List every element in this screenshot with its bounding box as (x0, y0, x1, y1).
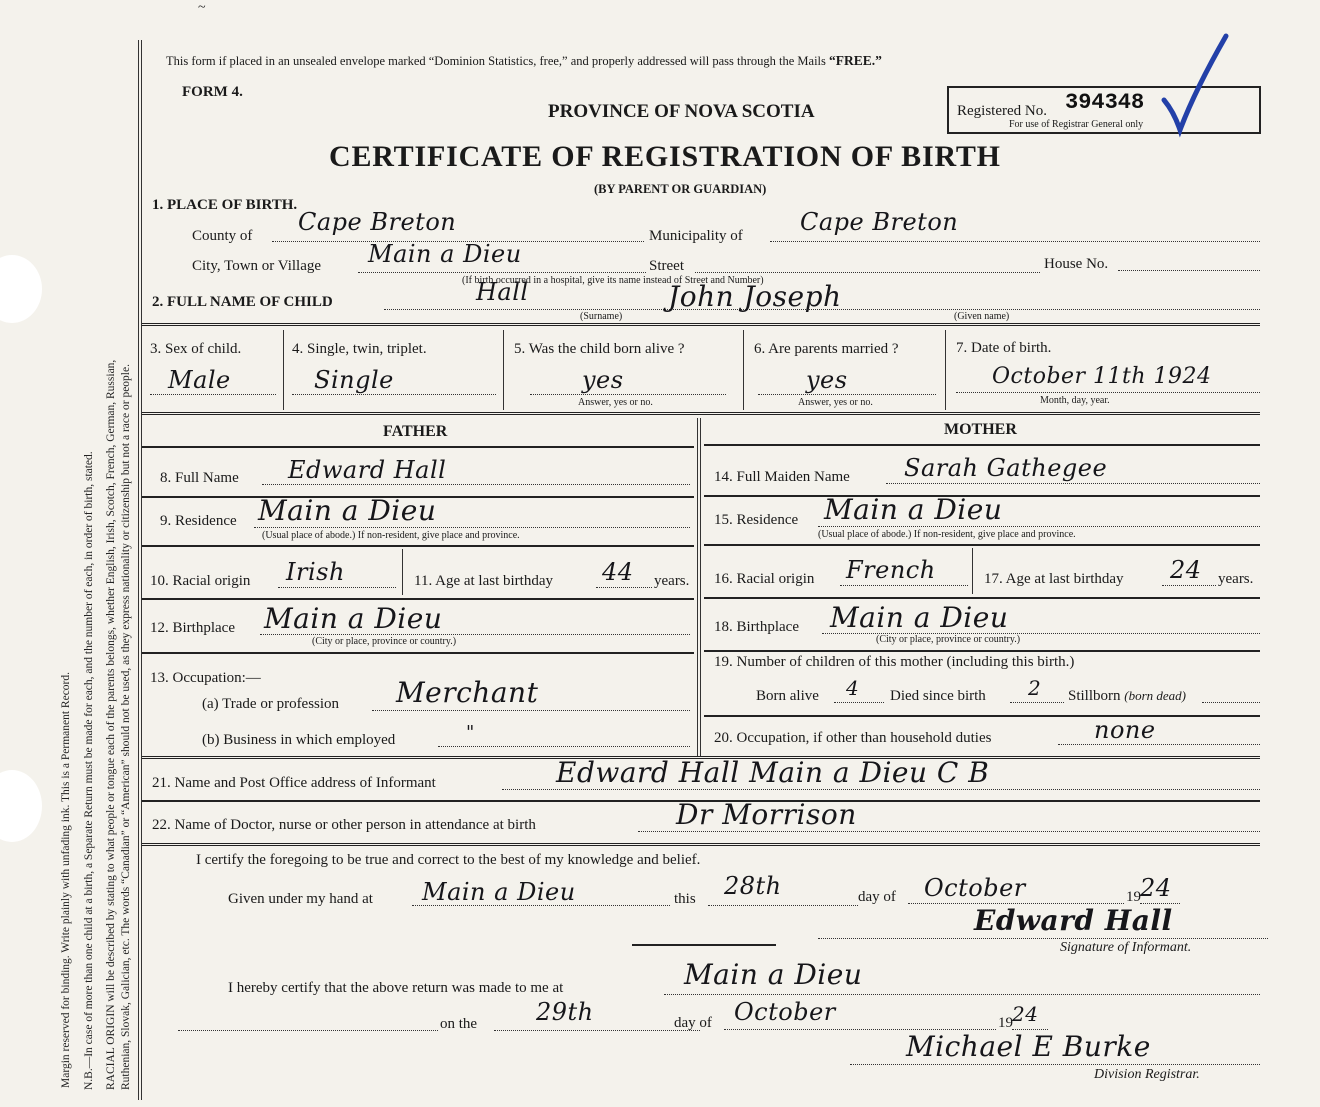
registrar-on-the-label: on the (440, 1016, 478, 1032)
mother-age: 24 (1170, 556, 1202, 584)
mother-racial-line (840, 585, 968, 586)
mother-racial-label: 16. Racial origin (714, 571, 815, 587)
cert-year: 24 (1140, 874, 1172, 902)
registrar-signature-line (850, 1064, 1260, 1065)
this-label: this (674, 891, 696, 907)
registered-number: 394348 (1065, 90, 1145, 115)
married-line (758, 394, 936, 395)
punch-hole-top (0, 255, 42, 323)
stillborn-note: (born dead) (1124, 688, 1187, 703)
mail-notice-text: This form if placed in an unsealed envelope marked “Dominion Statistics, free,” and properly addressed will pass through the Mails (166, 54, 826, 68)
mother-racial-age-divider (972, 548, 973, 594)
top-mark: ~ (198, 0, 206, 15)
stillborn-text: Stillborn (1068, 688, 1121, 704)
registrar-day-line (494, 1030, 700, 1031)
certificate-title: CERTIFICATE OF REGISTRATION OF BIRTH (329, 140, 1001, 173)
city-label: City, Town or Village (192, 258, 322, 274)
child-name-label: 2. FULL NAME OF CHILD (152, 294, 333, 310)
parents-center-divider (697, 418, 701, 756)
born-alive-question: 5. Was the child born alive ? (514, 341, 685, 357)
informant-certification-statement: I certify the foregoing to be true and correct to the best of my knowledge and belief. (196, 852, 701, 868)
father-birthplace: Main a Dieu (264, 602, 443, 635)
father-age-label: 11. Age at last birthday (414, 573, 553, 589)
given-under-hand-label: Given under my hand at (228, 891, 373, 907)
county-value: Cape Breton (298, 208, 457, 236)
father-racial-age-divider (402, 549, 403, 595)
house-number-label: House No. (1044, 256, 1109, 272)
mother-sep-1 (704, 444, 1260, 446)
mother-heading: MOTHER (944, 421, 1017, 438)
date-of-birth-line (956, 392, 1260, 393)
registrar-signature: Michael E Burke (906, 1030, 1151, 1063)
trade-line (372, 710, 690, 711)
informant-signature-line (818, 938, 1268, 939)
informant-signature: Edward Hall (974, 904, 1173, 937)
mother-birthplace: Main a Dieu (830, 601, 1009, 634)
col-divider-3 (743, 330, 744, 410)
mother-residence-line (818, 526, 1260, 527)
born-alive-caption: Answer, yes or no. (578, 397, 653, 408)
municipality-label: Municipality of (649, 228, 743, 244)
mother-residence-caption: (Usual place of abode.) If non-resident, give place and province. (818, 529, 1076, 540)
mother-age-label: 17. Age at last birthday (984, 571, 1124, 587)
cert-day-line (708, 905, 858, 906)
street-line (695, 272, 1040, 273)
mother-occupation: none (1094, 716, 1156, 744)
given-place: Main a Dieu (422, 878, 576, 906)
registrar-month: October (734, 998, 836, 1026)
father-name-label: 8. Full Name (160, 470, 239, 486)
city-line (358, 272, 646, 273)
business-label: (b) Business in which employed (202, 732, 396, 748)
date-of-birth-label: 7. Date of birth. (956, 340, 1052, 356)
mother-birthplace-label: 18. Birthplace (714, 619, 799, 635)
born-alive-count: 4 (846, 676, 860, 700)
mother-residence-label: 15. Residence (714, 512, 799, 528)
business-line (438, 746, 690, 747)
informant-label: 21. Name and Post Office address of Informant (152, 775, 436, 791)
married-caption: Answer, yes or no. (798, 397, 873, 408)
registrar-general-note: For use of Registrar General only (1009, 119, 1144, 130)
county-label: County of (192, 228, 253, 244)
mother-sep-5 (704, 650, 1260, 652)
mother-age-line (1162, 585, 1216, 586)
house-number-line (1118, 270, 1260, 271)
cert-day: 28th (724, 872, 782, 900)
municipality-value: Cape Breton (800, 208, 959, 236)
margin-note-racial-origin: RACIAL ORIGIN will be described by stating to what people or tongue each of the parents belongs, whether English, Irish, Scotch, French, German, Russian, (105, 359, 117, 1090)
informant-signature-caption: Signature of Informant. (1060, 940, 1192, 955)
doctor-label: 22. Name of Doctor, nurse or other person in attendance at birth (152, 817, 536, 833)
form-left-border (138, 40, 142, 1100)
registrar-year-prefix: 19 (998, 1015, 1013, 1031)
born-alive-answer: yes (582, 366, 624, 394)
born-alive-count-label: Born alive (756, 688, 819, 704)
father-business: " (466, 722, 475, 743)
divider-before-certification (142, 843, 1260, 846)
province-heading: PROVINCE OF NOVA SCOTIA (548, 101, 815, 122)
municipality-line (770, 241, 1260, 242)
father-birthplace-label: 12. Birthplace (150, 620, 235, 636)
father-age-line (596, 587, 652, 588)
died-since-birth-line (1010, 702, 1064, 703)
father-trade: Merchant (396, 676, 539, 709)
father-racial-label: 10. Racial origin (150, 573, 251, 589)
children-count-label: 19. Number of children of this mother (including this birth.) (714, 654, 1075, 670)
born-alive-count-line (834, 702, 884, 703)
street-label: Street (649, 258, 684, 274)
child-given-name: John Joseph (668, 280, 842, 313)
col-divider-4 (945, 330, 946, 410)
father-residence-caption: (Usual place of abode.) If non-resident, give place and province. (262, 530, 520, 541)
sex-line (150, 394, 276, 395)
cert-month: October (924, 874, 1026, 902)
margin-note-binding: Margin reserved for binding. Write plainly with unfading ink. This is a Permanent Record. (60, 671, 72, 1088)
mother-sep-6 (704, 715, 1260, 717)
died-since-birth-label: Died since birth (890, 688, 986, 704)
father-name-line (262, 484, 690, 485)
father-birthplace-caption: (City or place, province or country.) (312, 636, 457, 647)
hospital-note: (If birth occurred in a hospital, give its name instead of Street and Number) (462, 275, 764, 286)
stillborn-label (1068, 688, 1186, 705)
father-years-label: years. (654, 573, 690, 589)
father-racial-line (278, 587, 396, 588)
father-residence: Main a Dieu (258, 494, 437, 527)
mother-residence: Main a Dieu (824, 493, 1003, 526)
registrar-day-of-label: day of (674, 1015, 712, 1031)
plurality-value: Single (314, 366, 394, 394)
father-sep-3 (142, 545, 694, 547)
mother-racial-origin: French (846, 556, 936, 584)
city-value: Main a Dieu (368, 240, 522, 268)
born-alive-line (530, 394, 726, 395)
place-of-birth-label: 1. PLACE OF BIRTH. (152, 197, 298, 213)
doctor-value: Dr Morrison (676, 798, 857, 831)
margin-note-multiple-births: N.B.—In case of more than one child at a birth, a Separate Return must be made for each, and the number of each, in order of birth, stated. (83, 451, 95, 1090)
date-of-birth-caption: Month, day, year. (1040, 395, 1110, 406)
plurality-line (292, 394, 496, 395)
father-sep-1 (142, 446, 694, 448)
father-sep-5 (142, 652, 694, 654)
certification-separator (632, 944, 776, 946)
division-registrar-caption: Division Registrar. (1094, 1067, 1200, 1082)
registrar-year: 24 (1012, 1002, 1039, 1026)
father-name: Edward Hall (288, 456, 447, 484)
form-number: FORM 4. (182, 84, 243, 100)
surname-caption: (Surname) (580, 311, 623, 322)
mother-occupation-label: 20. Occupation, if other than household duties (714, 730, 992, 746)
margin-note-nationality: Ruthenian, Slovak, Galician, etc. The words “Canadian” or “American” should not be used, as they express nationality or citizenship but not a race or people. (120, 364, 132, 1090)
mother-sep-3 (704, 544, 1260, 546)
sex-label: 3. Sex of child. (150, 341, 242, 357)
col-divider-2 (503, 330, 504, 410)
registrar-day: 29th (536, 998, 594, 1026)
date-of-birth-value: October 11th 1924 (992, 364, 1212, 389)
mother-sep-4 (704, 597, 1260, 599)
mother-birthplace-caption: (City or place, province or country.) (876, 634, 1021, 645)
plurality-label: 4. Single, twin, triplet. (292, 341, 427, 357)
died-since-birth-count: 2 (1028, 676, 1042, 700)
mother-maiden-name: Sarah Gathegee (904, 454, 1108, 482)
divider-before-parents (142, 412, 1260, 415)
doctor-line (638, 831, 1260, 832)
mother-name-line (886, 483, 1260, 484)
informant-line (502, 789, 1260, 790)
married-question: 6. Are parents married ? (754, 341, 899, 357)
certificate-subtitle: (BY PARENT OR GUARDIAN) (594, 182, 767, 196)
child-surname: Hall (476, 278, 529, 306)
given-name-caption: (Given name) (954, 311, 1010, 322)
divider-after-name (142, 323, 1260, 326)
father-racial-origin: Irish (286, 558, 345, 586)
cert-year-prefix: 19 (1126, 889, 1141, 905)
stillborn-line (1202, 702, 1260, 703)
father-residence-line (254, 527, 690, 528)
cert-day-of-label: day of (858, 889, 896, 905)
registrar-pre-line (178, 1030, 438, 1031)
father-sep-4 (142, 598, 694, 600)
registrar-place-line (664, 994, 1260, 995)
mother-name-label: 14. Full Maiden Name (714, 469, 850, 485)
father-residence-label: 9. Residence (160, 513, 237, 529)
mail-notice (166, 53, 882, 69)
blue-check-mark (1160, 30, 1230, 140)
trade-label: (a) Trade or profession (202, 696, 340, 712)
punch-hole-bottom (0, 770, 42, 842)
registrar-certification-statement: I hereby certify that the above return was made to me at (228, 980, 564, 996)
col-divider-1 (283, 330, 284, 410)
married-answer: yes (806, 366, 848, 394)
father-occupation-label: 13. Occupation:— (150, 670, 261, 686)
mother-years-label: years. (1218, 571, 1254, 587)
father-age: 44 (602, 558, 634, 586)
mother-occupation-line (1058, 744, 1260, 745)
father-heading: FATHER (383, 423, 448, 440)
informant-value: Edward Hall Main a Dieu C B (556, 756, 990, 789)
mail-free: “FREE.” (829, 53, 882, 68)
registrar-place: Main a Dieu (684, 958, 863, 991)
registered-label: Registered No. (957, 103, 1047, 119)
sex-value: Male (168, 366, 231, 394)
